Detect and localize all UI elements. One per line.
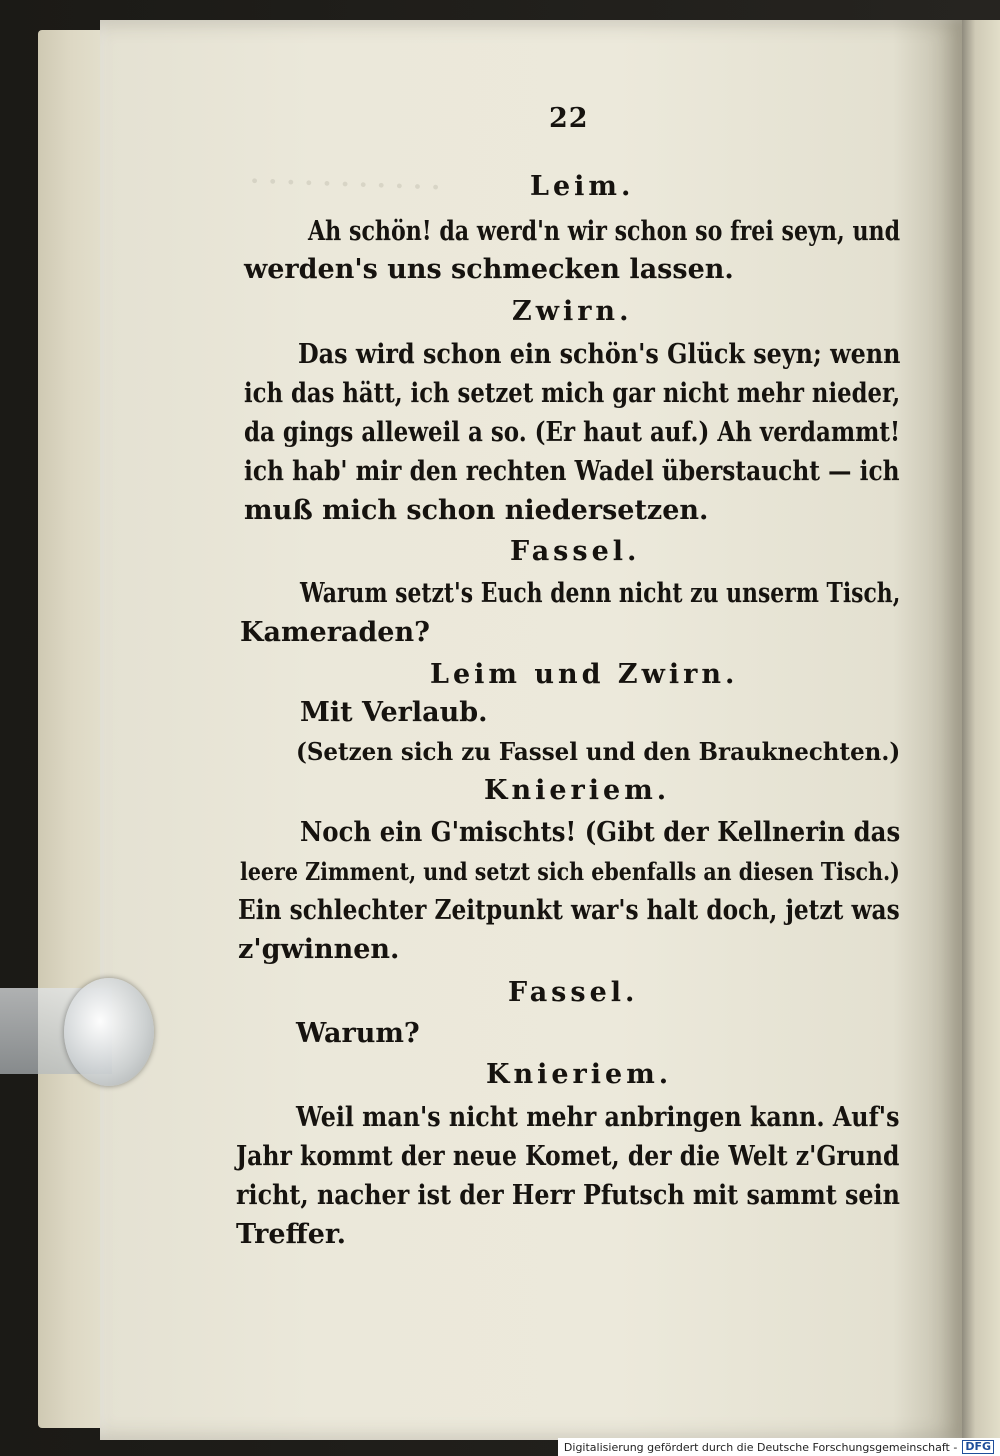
speaker-name: Fassel. (508, 977, 639, 1008)
text-line: leere Zimment, und setzt sich ebenfalls an diesen Tisch.) (240, 857, 900, 886)
text-line: z'gwinnen. (238, 934, 400, 965)
speaker-name: Leim und Zwirn. (430, 659, 739, 690)
text-line: Noch ein G'mischts! (Gibt der Kellnerin das (300, 817, 901, 848)
text-line: Ah schön! da werd'n wir schon so frei seyn, und (308, 216, 901, 247)
text-line: Warum? (296, 1018, 420, 1049)
speaker-name: Fassel. (510, 536, 641, 567)
speaker-name: Knieriem. (484, 775, 671, 806)
footer-credit: Digitalisierung gefördert durch die Deutsche Forschungsgemeinschaft - (563, 1440, 958, 1454)
page-edges-right (962, 20, 1000, 1440)
page-clamp-handle (0, 978, 154, 1086)
speaker-name: Knieriem. (486, 1059, 673, 1090)
footer-bar (558, 1438, 1000, 1456)
text-line: ich hab' mir den rechten Wadel überstaucht — ich (244, 456, 900, 487)
stage-direction: (Setzen sich zu Fassel und den Brauknechten.) (296, 737, 901, 766)
text-line: muß mich schon niedersetzen. (244, 495, 709, 526)
text-line: Warum setzt's Euch denn nicht zu unserm Tisch, (300, 578, 901, 609)
text-line: ich das hätt, ich setzet mich gar nicht mehr nieder, (244, 378, 901, 409)
text-line: Treffer. (236, 1219, 347, 1250)
text-line: werden's uns schmecken lassen. (244, 254, 734, 285)
text-line: Kameraden? (240, 617, 430, 648)
text-line: Weil man's nicht mehr anbringen kann. Auf's (296, 1102, 900, 1133)
text-line: da gings alleweil a so. (Er haut auf.) Ah verdammt! (244, 417, 901, 448)
text-line: Mit Verlaub. (300, 697, 488, 728)
dfg-logo-icon[interactable]: DFG (962, 1440, 994, 1454)
speaker-name: Zwirn. (512, 296, 633, 327)
text-line: Das wird schon ein schön's Glück seyn; wenn (298, 339, 901, 370)
clamp-knob (64, 978, 154, 1086)
text-line: Jahr kommt der neue Komet, der die Welt z'Grund (236, 1141, 900, 1172)
text-line: Ein schlechter Zeitpunkt war's halt doch, jetzt was (238, 895, 900, 926)
text-line: richt, nacher ist der Herr Pfutsch mit sammt sein (236, 1180, 900, 1211)
page-number: 22 (549, 103, 589, 134)
show-through-text: · · · · · · · · · · · (249, 166, 441, 204)
speaker-name: Leim. (530, 171, 635, 202)
